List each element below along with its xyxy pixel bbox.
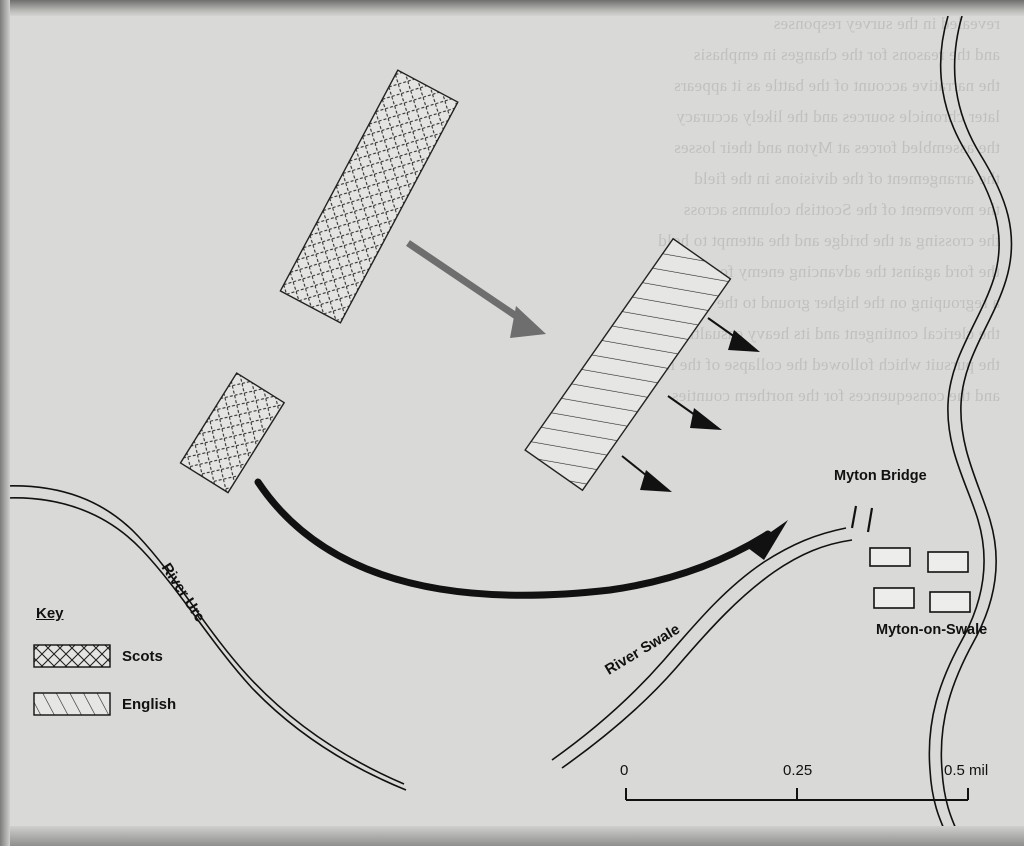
key-title: Key [36,605,64,622]
label-river-swale: River Swale [602,620,683,679]
scan-edge-top [0,0,1024,16]
river-ure [4,486,406,790]
english-retreat-arrow-1 [708,318,760,352]
myton-bridge-symbol [852,506,872,532]
label-myton-on-swale: Myton-on-Swale [876,622,988,638]
scots-flanking-arrow [258,482,788,595]
label-river-ure: River Ure [157,560,209,626]
scale-tick-2: 0.5 mil [944,762,989,779]
english-retreat-arrow-3 [622,456,672,492]
key-swatch-scots [34,645,110,667]
english-retreat-arrow-2 [668,396,722,430]
label-myton-bridge: Myton Bridge [834,468,927,484]
english-block [525,239,730,490]
scale-bar [626,788,968,800]
key-label-scots: Scots [122,648,163,665]
scale-tick-0: 0 [620,762,629,779]
key-label-english: English [122,696,177,713]
scan-edge-left [0,0,10,846]
settlement-buildings [870,548,970,612]
scots-main-block [280,70,457,323]
scale-tick-1: 0.25 [783,762,813,779]
river-main-channel [929,16,1011,838]
key-swatch-english [34,693,110,715]
scots-advance-arrow [408,243,546,338]
scots-secondary-block [181,373,285,493]
scan-edge-bottom [0,826,1024,846]
bleed-through-text: revealed in the survey responses and the reasons for the changes in emphasis the narrative account of the battle as it appears later chronicle sources and the likely accuracy the assembled forces at Myton and their losses the arrangement of the divisions in the field the movement of the Scottish columns across the crossing at the bridge and the attempt to hold the ford against the advancing enemy formations a regrouping on the higher ground to the east the clerical contingent and its heavy casualties the pursuit which followed the collapse of the line and the consequences for the northern counties [648,14,1000,405]
